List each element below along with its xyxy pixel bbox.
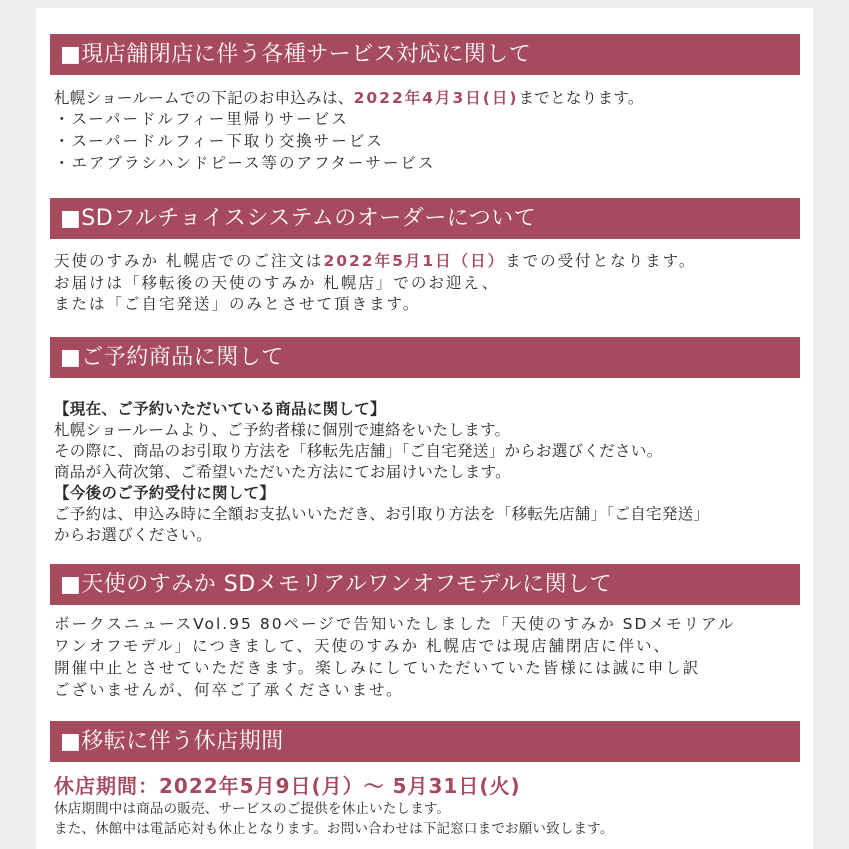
reservation-subheading: 【現在、ご予約いただいている商品に関して】 (54, 400, 386, 418)
intro-text-before: 札幌ショールームでの下記のお申込みは、 (54, 89, 354, 107)
reservation-text: その際に、商品のお引取り方法を「移転先店舗」「ご自宅発送」からお選びください。 (54, 442, 663, 460)
deadline-date: 2022年4月3日(日) (353, 89, 519, 107)
closed-period-dates: 休店期間：2022年5月9日(月）～ 5月31日(火) (54, 774, 521, 798)
reservation-subheading: 【今後のご予約受付に関して】 (54, 484, 276, 502)
reservation-text: 商品が入荷次第、ご希望いただいた方法にてお届けいたします。 (54, 463, 511, 481)
section-heading-closure-services: ■現店舗閉店に伴う各種サービス対応に関して (50, 34, 800, 75)
full-choice-text-before: 天使のすみか 札幌店でのご注文は (54, 252, 324, 270)
section-heading-closed-period: ■移転に伴う休店期間 (50, 721, 800, 762)
memorial-model-text: ございませんが、何卒ご了承くださいませ。 (54, 681, 404, 699)
reservation-text: ご予約は、申込み時に全額お支払いいただき、お引取り方法を「移転先店舗」「ご自宅発送」 (54, 505, 710, 523)
closed-period-note: 休店期間中は商品の販売、サービスのご提供を休止いたします。 (54, 801, 451, 817)
memorial-model-text: ボークスニュースVol.95 80ページで告知いたしました「天使のすみか SDメモリアル (54, 615, 736, 633)
full-choice-line (54, 251, 696, 271)
closed-period-note: また、休館中は電話応対も休止となります。お問い合わせは下記窓口までお願い致します。 (54, 821, 614, 837)
full-choice-text-after: までの受付となります。 (505, 252, 697, 270)
order-deadline-date: 2022年5月1日（日） (323, 252, 506, 270)
reservation-text: からお選びください。 (54, 526, 213, 544)
memorial-model-text: ワンオフモデル」につきまして、天使のすみか 札幌店では現店舗閉店に伴い、 (54, 637, 671, 655)
reservation-text: 札幌ショールームより、ご予約者様に個別で連絡をいたします。 (54, 421, 511, 439)
intro-text-after: までとなります。 (518, 89, 644, 107)
section-heading-memorial-model: ■天使のすみか SDメモリアルワンオフモデルに関して (50, 564, 800, 605)
service-item: ・スーパードルフィー下取り交換サービス (54, 132, 384, 150)
service-item: ・エアブラシハンドピース等のアフターサービス (54, 154, 436, 172)
memorial-model-text: 開催中止とさせていただきます。楽しみにしていただいていた皆様には誠に申し訳 (54, 659, 701, 677)
section-heading-full-choice: ■SDフルチョイスシステムのオーダーについて (50, 198, 800, 239)
service-item: ・スーパードルフィー里帰りサービス (54, 110, 349, 128)
full-choice-line: お届けは「移転後の天使のすみか 札幌店」でのお迎え、 (54, 274, 500, 292)
closure-services-intro (54, 88, 644, 108)
full-choice-line: または「ご自宅発送」のみとさせて頂きます。 (54, 295, 421, 313)
section-heading-reservations: ■ご予約商品に関して (50, 337, 800, 378)
notice-page (36, 8, 813, 849)
